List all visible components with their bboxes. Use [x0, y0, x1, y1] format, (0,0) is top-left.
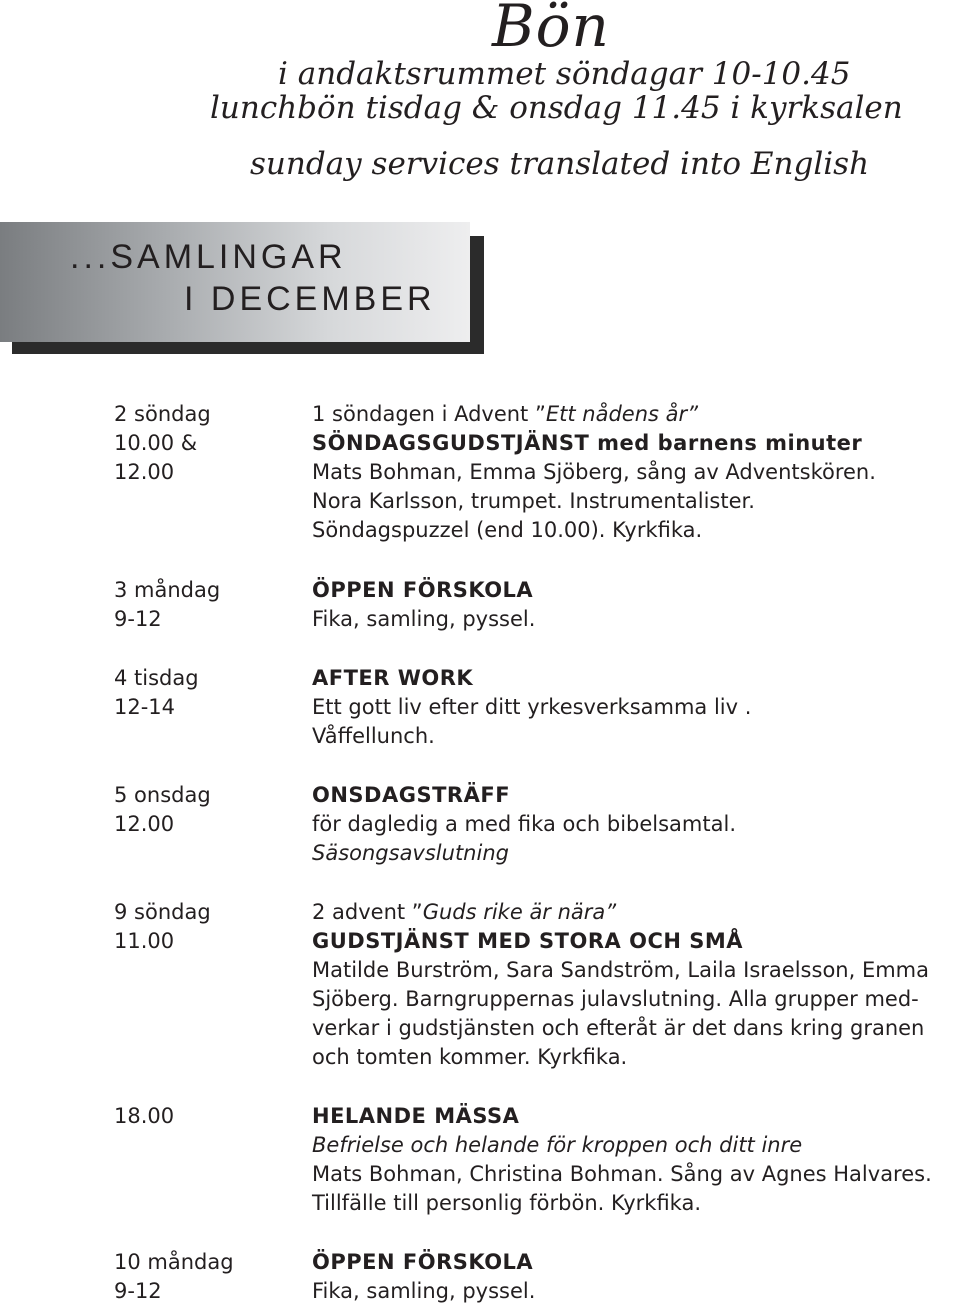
event-detail: Mats Bohman, Christina Bohman. Sång av Agnes Halvares. [312, 1162, 932, 1186]
prayer-schedule-line: lunchbön tisdag & onsdag 11.45 i kyrksalen [210, 90, 903, 126]
banner-heading: I DECEMBER [184, 280, 436, 318]
event-heading: SÖNDAGSGUDSTJÄNST med barnens minuter [312, 431, 863, 455]
event-time: 12.00 [114, 460, 175, 484]
prayer-schedule-line: sunday services translated into English [250, 146, 870, 182]
event-time: 9-12 [114, 1279, 162, 1303]
event-subtitle-italic: Ett nådens år” [545, 402, 699, 426]
event-detail: och tomten kommer. Kyrkfika. [312, 1045, 628, 1069]
event-heading: AFTER WORK [312, 666, 474, 690]
event-heading: ÖPPEN FÖRSKOLA [312, 578, 534, 602]
event-subtitle-text: 1 söndagen i Advent ” [312, 402, 546, 426]
prayer-schedule-line: i andaktsrummet söndagar 10-10.45 [278, 56, 851, 92]
event-detail: Nora Karlsson, trumpet. Instrumentalister. [312, 489, 755, 513]
event-detail: Våffellunch. [312, 724, 435, 748]
event-detail: Mats Bohman, Emma Sjöberg, sång av Adventskören. [312, 460, 876, 484]
event-day: 5 onsdag [114, 783, 211, 807]
event-day: 3 måndag [114, 578, 221, 602]
event-subtitle-text: 2 advent ” [312, 900, 423, 924]
event-time: 9-12 [114, 607, 162, 631]
event-time: 12-14 [114, 695, 176, 719]
event-day: 2 söndag [114, 402, 211, 426]
banner-heading: ...SAMLINGAR [70, 238, 347, 276]
event-heading: ÖPPEN FÖRSKOLA [312, 1250, 534, 1274]
event-detail: Tillfälle till personlig förbön. Kyrkfika. [312, 1191, 702, 1215]
event-detail: för dagledig a med fika och bibelsamtal. [312, 812, 736, 836]
page-title: Bön [492, 0, 610, 60]
event-detail: Ett gott liv efter ditt yrkesverksamma liv . [312, 695, 752, 719]
event-day: 4 tisdag [114, 666, 199, 690]
event-detail: Fika, samling, pyssel. [312, 607, 536, 631]
event-time: 18.00 [114, 1104, 175, 1128]
event-day: 9 söndag [114, 900, 211, 924]
event-heading: HELANDE MÄSSA [312, 1104, 520, 1128]
event-subtitle-italic: Guds rike är nära” [422, 900, 617, 924]
event-heading: GUDSTJÄNST MED STORA OCH SMÅ [312, 929, 744, 953]
event-detail: verkar i gudstjänsten och efteråt är det dans kring granen [312, 1016, 925, 1040]
event-detail: Fika, samling, pyssel. [312, 1279, 536, 1303]
event-heading: ONSDAGSTRÄFF [312, 783, 511, 807]
event-time: 12.00 [114, 812, 175, 836]
event-detail: Sjöberg. Barngruppernas julavslutning. Alla grupper med- [312, 987, 919, 1011]
event-detail: Matilde Burström, Sara Sandström, Laila Israelsson, Emma [312, 958, 929, 982]
event-subtitle [312, 898, 616, 927]
event-day: 10 måndag [114, 1250, 234, 1274]
event-detail: Befrielse och helande för kroppen och ditt inre [312, 1133, 803, 1157]
event-detail: Säsongsavslutning [312, 841, 509, 865]
event-time: 11.00 [114, 929, 175, 953]
event-detail: Söndagspuzzel (end 10.00). Kyrkfika. [312, 518, 703, 542]
event-time: 10.00 & [114, 431, 198, 455]
event-subtitle [312, 400, 698, 429]
